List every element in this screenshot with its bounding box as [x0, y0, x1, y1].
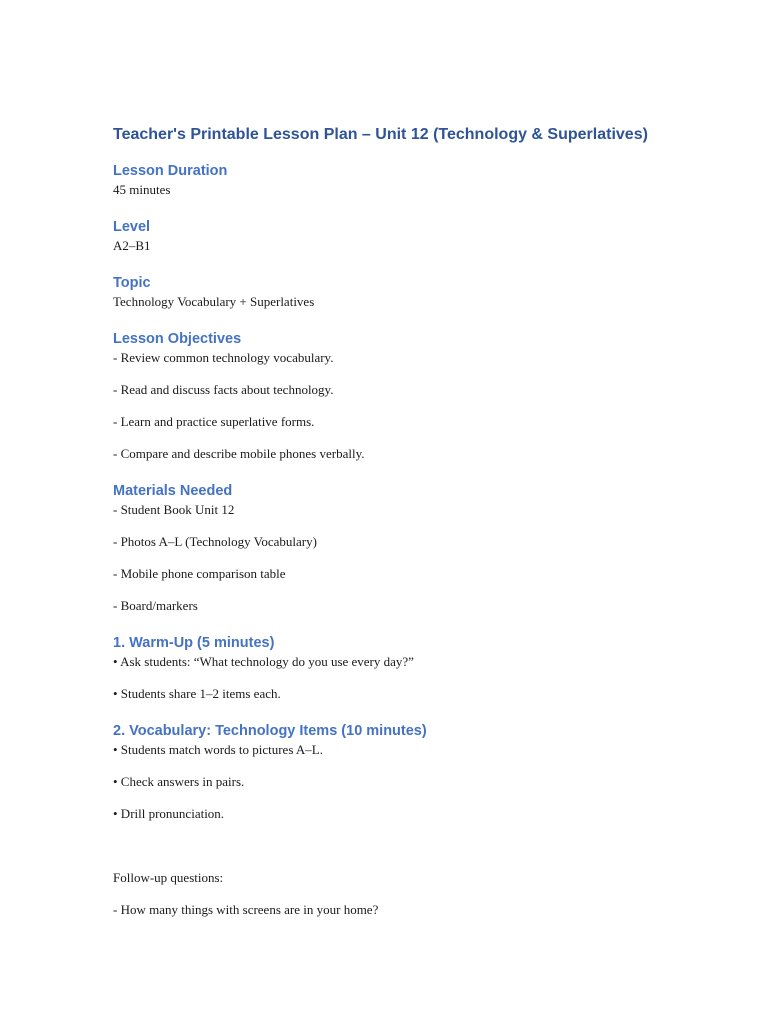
- objective-item: - Review common technology vocabulary.: [113, 350, 334, 365]
- level-value: A2–B1: [113, 238, 151, 253]
- document-page: [113, 123, 733, 919]
- heading-vocabulary: 2. Vocabulary: Technology Items (10 minutes): [113, 723, 427, 739]
- heading-level: Level: [113, 219, 151, 235]
- followup-question: - How many things with screens are in your home?: [113, 902, 379, 917]
- followup-label: Follow-up questions:: [113, 870, 224, 885]
- vocabulary-item: • Drill pronunciation.: [113, 806, 225, 821]
- heading-warm-up: 1. Warm-Up (5 minutes): [113, 635, 275, 651]
- heading-lesson-objectives: Lesson Objectives: [113, 331, 242, 347]
- material-item: - Board/markers: [113, 598, 198, 613]
- lesson-duration-value: 45 minutes: [113, 182, 171, 197]
- material-item: - Mobile phone comparison table: [113, 566, 286, 581]
- vocabulary-item: • Check answers in pairs.: [113, 774, 245, 789]
- topic-value: Technology Vocabulary + Superlatives: [113, 294, 315, 309]
- heading-topic: Topic: [113, 275, 151, 291]
- material-item: - Student Book Unit 12: [113, 502, 235, 517]
- material-item: - Photos A–L (Technology Vocabulary): [113, 534, 317, 549]
- warm-up-item: • Students share 1–2 items each.: [113, 686, 281, 701]
- heading-lesson-duration: Lesson Duration: [113, 163, 228, 179]
- objective-item: - Read and discuss facts about technology.: [113, 382, 334, 397]
- document-title: Teacher's Printable Lesson Plan – Unit 12 (Technology & Superlatives): [113, 126, 648, 143]
- vocabulary-item: • Students match words to pictures A–L.: [113, 742, 323, 757]
- heading-materials-needed: Materials Needed: [113, 483, 233, 499]
- objective-item: - Learn and practice superlative forms.: [113, 414, 315, 429]
- objective-item: - Compare and describe mobile phones verbally.: [113, 446, 365, 461]
- warm-up-item: • Ask students: “What technology do you use every day?”: [113, 654, 414, 669]
